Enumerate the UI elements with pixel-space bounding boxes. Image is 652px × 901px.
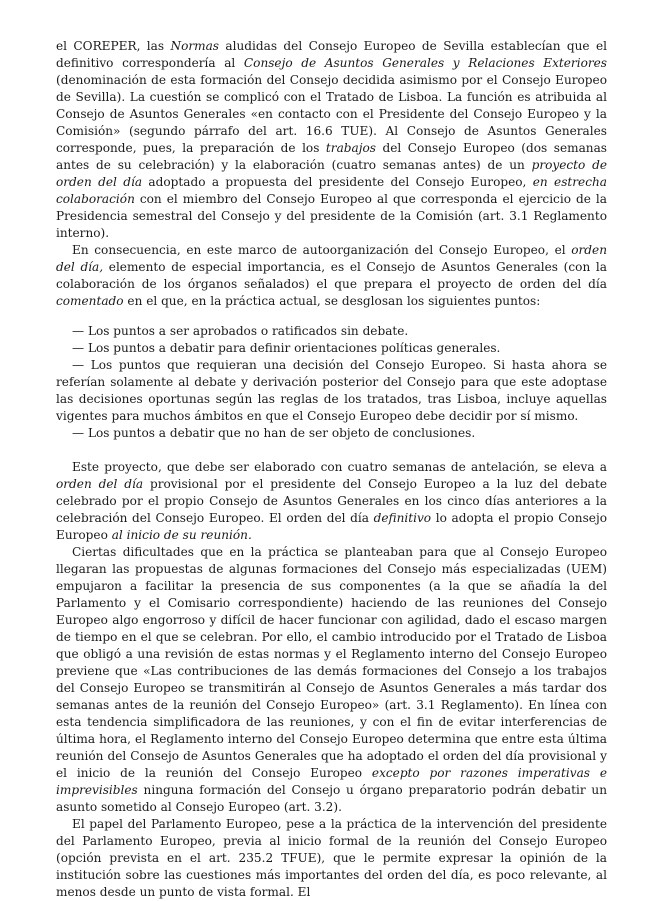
italic-text: proyecto de orden del día xyxy=(56,158,608,189)
list-item: — Los puntos a debatir para definir orientaciones políticas generales. xyxy=(72,341,501,355)
text-run: Ciertas dificultades que en la práctica se planteaban para que al Consejo Europeo llegaran las propuestas de algunas formaciones del Consejo más especializadas (UEM) empujaron a facilitar la presencia de sus componentes (a la que se añadía la del Parlamento y el Comisario correspondiente) haciendo de las reuniones del Consejo Europeo algo engorroso y difícil de hacer funcionar con agilidad, dado el escaso margen de tiempo en el que se celebran. Por ello, el cambio introducido por el Tratado de Lisboa que obligó a una revisión de estas normas y el Reglamento interno del Consejo Europeo previene que «Las contribuciones de las demás formaciones del Consejo a los trabajos del Consejo Europeo se transmitirán al Consejo de Asuntos Generales a más tardar dos semanas antes de la reunión del Consejo Europeo» (art. 3.1 Reglamento). En línea con esta tendencia simplificadora de las reuniones, y con el fin de evitar interferencias de última hora, el Reglamento interno del Consejo Europeo determina que entre esta última reunión del Consejo de Asuntos Generales que ha adoptado el orden del día provisional y el inicio de la reunión del Consejo Europeo xyxy=(56,545,607,780)
italic-text: orden del día, xyxy=(56,243,607,274)
dash-list xyxy=(56,323,607,442)
paragraph xyxy=(56,816,607,901)
text-run: adoptado a propuesta del presidente del Consejo Europeo, xyxy=(142,175,533,189)
text-run: Este proyecto, que debe ser elaborado con cuatro semanas de antelación, se eleva a xyxy=(72,460,607,474)
text-block-top xyxy=(56,38,607,310)
italic-text: orden del día xyxy=(56,477,144,491)
text-run: (denominación de esta formación del Consejo decidida asimismo por el Consejo Europeo de Sevilla). La cuestión se complicó con el Tratado de Lisboa. La función es atribuida al Consejo de Asuntos Generales «en contacto con el Presidente del Consejo Europeo y la Comisión» (segundo párrafo del art. 16.6 TUE). Al Consejo de Asuntos Generales corresponde, pues, la preparación de los xyxy=(56,73,607,155)
italic-text: Normas xyxy=(170,39,220,53)
list-item: — Los puntos a ser aprobados o ratificados sin debate. xyxy=(72,324,409,338)
italic-text: excepto por razones imperativas e imprevisibles xyxy=(56,766,607,797)
text-run: del Consejo Europeo (dos semanas antes de su celebración) y la elaboración (cuatro semanas antes) de un xyxy=(56,141,607,172)
italic-text: definitivo xyxy=(373,511,432,525)
text-run: aludidas del Consejo Europeo de Sevilla establecían que el definitivo correspondería al xyxy=(56,39,607,70)
text-run: en el que, en la práctica actual, se desglosan los siguientes puntos: xyxy=(123,294,541,308)
text-run: el COREPER, las xyxy=(56,39,171,53)
text-run: lo adopta el propio Consejo Europeo xyxy=(56,511,607,542)
text-run: ninguna formación del Consejo u órgano preparatorio podrán debatir un asunto sometido al Consejo Europeo (art. 3.2). xyxy=(56,783,607,814)
paragraph xyxy=(56,544,607,816)
text-run: El papel del Parlamento Europeo, pese a la práctica de la intervención del presidente del Parlamento Europeo, previa al inicio formal de la reunión del Consejo Europeo (opción prevista en el art. 235.2 TFUE), que le permite expresar la opinión de la institución sobre las cuestiones más importantes del orden del día, es poco relevante, al menos desde un punto de vista formal. El xyxy=(56,817,607,899)
paragraph xyxy=(56,38,607,242)
text-run: elemento de especial importancia, es el Consejo de Asuntos Generales (con la colaboración de los órganos señalados) el que prepara el proyecto de orden del día xyxy=(56,260,607,291)
italic-text: trabajos xyxy=(325,141,376,155)
paragraph xyxy=(56,242,607,310)
italic-text: en estrecha colaboración xyxy=(56,175,607,206)
text-run: provisional por el presidente del Consejo Europeo a la luz del debate celebrado por el propio Consejo de Asuntos Generales en los cinco días anteriores a la celebración del Consejo Europeo. El orden del día xyxy=(56,477,607,525)
list-item: — Los puntos a debatir que no han de ser objeto de conclusiones. xyxy=(72,426,476,440)
italic-text: al inicio de su reunión. xyxy=(111,528,252,542)
text-block-bottom xyxy=(56,459,607,901)
text-run: con el miembro del Consejo Europeo al que corresponda el ejercicio de la Presidencia semestral del Consejo y del presidente de la Comisión (art. 3.1 Reglamento interno). xyxy=(56,192,607,240)
italic-text: comentado xyxy=(56,294,124,308)
list-item: — Los puntos que requieran una decisión del Consejo Europeo. Si hasta ahora se referían solamente al debate y derivación posterior del Consejo para que este adoptase las decisiones oportunas según las reglas de los tratados, tras Lisboa, incluye aquellas vigentes para muchos ámbitos en que el Consejo Europeo debe decidir por sí mismo. xyxy=(56,358,607,423)
text-run: En consecuencia, en este marco de autoorganización del Consejo Europeo, el xyxy=(72,243,572,257)
paragraph xyxy=(56,459,607,544)
italic-text: Consejo de Asuntos Generales y Relaciones Exteriores xyxy=(243,56,607,70)
